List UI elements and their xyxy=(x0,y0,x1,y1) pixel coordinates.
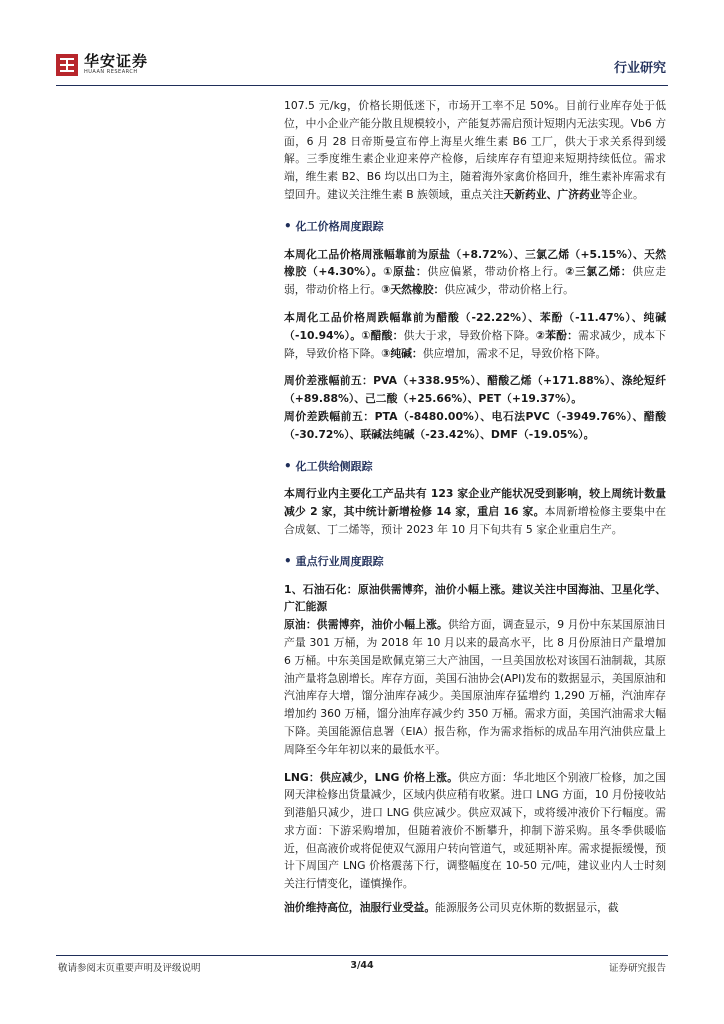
report-footer-label: 证券研究报告 xyxy=(608,963,666,974)
seal-icon xyxy=(56,54,78,76)
main-content xyxy=(284,97,666,917)
section-heading-price: • 化工价格周度跟踪 xyxy=(284,218,666,236)
price-down-paragraph: 本周化工品价格周跌幅靠前为醋酸（-22.22%）、苯酚（-11.47%）、纯碱（-10.94%）。①醋酸：供大于求，导致价格下降。②苯酚：需求减少，成本下降，导致价格下降。③纯碱：供应增加，需求不足，导致价格下降。 xyxy=(284,310,666,360)
bullet-icon: • xyxy=(284,553,292,568)
petrochem-subheading: 1、石油石化：原油供需博弈，油价小幅上涨。建议关注中国海油、卫星化学、广汇能源 xyxy=(284,582,666,614)
logo-name: 华安证券 xyxy=(84,52,149,70)
disclaimer-note: 敬请参阅末页重要声明及评级说明 xyxy=(58,963,201,974)
company-logo xyxy=(56,53,148,76)
price-up-paragraph: 本周化工品价格周涨幅靠前为原盐（+8.72%）、三氯乙烯（+5.15%）、天然橡胶（+4.30%）。①原盐：供应偏紧，带动价格上行。②三氯乙烯：供应走弱，带动价格上行。③天然橡胶：供应减少，带动价格上行。 xyxy=(284,247,667,297)
oil-service-paragraph: 油价维持高位，油服行业受益。能源服务公司贝克休斯的数据显示，截 xyxy=(284,901,619,915)
crude-oil-paragraph: 原油：供需博弈，油价小幅上涨。供给方面，调查显示，9 月份中东某国原油日产量 301 万桶，为 2018 年 10 月以来的最高水平，比 8 月份原油日产量增加 6 万桶。中东美国是欧佩克第三大产油国，一旦美国放松对该国石油制裁，其原油产量将急剧增长。库存方面，美国石油协会(API)发布的数据显示，美国原油和汽油库存大增，馏分油库存减少。美国原油库存猛增约 1,290 万桶，汽油库存增加约 360 万桶，馏分油库存减少约 350 万桶。需求方面，美国汽油需求大幅下降。美国能源信息署（EIA）报告称，作为需求指标的成品车用汽油供应量上周降至今年年初以来的最低水平。 xyxy=(284,618,666,756)
section-heading-industry: • 重点行业周度跟踪 xyxy=(284,553,666,571)
intro-paragraph: 107.5 元/kg，价格长期低迷下，市场开工率不足 50%。目前行业库存处于低位，中小企业产能分散且规模较小，产能复苏需启预计短期内无法实现。Vb6 方面，6 月 28 日帝斯曼宣布停上海星火维生素 B6 工厂，供大于求关系得到缓解。三季度维生素企业迎来停产检修，后续库存有望迎来短期持续低位。需求端，维生素 B2、B6 均以出口为主，随着海外家禽价格回升，维生素补库需求有望回升。建议关注维生素 B 族领域，重点关注天新药业、广济药业等企业。 xyxy=(284,99,666,201)
lng-paragraph: LNG：供应减少，LNG 价格上涨。供应方面：华北地区个别液厂检修，加之国网天津检修出货量减少，区域内供应稍有收紧。进口 LNG 方面，10 月份接收站到港船只减少，进口 LNG 供应减少。供应双减下，或将缓冲液价下行幅度。需求方面：下游采购增加，但随着液价不断攀升，抑制下游采购。虽冬季供暖临近，但高液价或将促使双气源用户转向管道气，或延期补库。需求提振缓慢，预计下周国产 LNG 价格震荡下行，调整幅度在 10-50 元/吨，建议业内人士时刻关注行情变化，谨慎操作。 xyxy=(284,770,666,891)
section-heading-supply: • 化工供给侧跟踪 xyxy=(284,458,666,476)
spread-up-paragraph: 周价差涨幅前五：PVA（+338.95%）、醋酸乙烯（+171.88%）、涤纶短纤（+89.88%）、己二酸（+25.66%）、PET（+19.37%）。 xyxy=(284,374,666,406)
supply-paragraph: 本周行业内主要化工产品共有 123 家企业产能状况受到影响，较上周统计数量减少 2 家，其中统计新增检修 14 家，重启 16 家。本周新增检修主要集中在合成氨、丁二烯等，预计 2023 年 10 月下旬共有 5 家企业重启生产。 xyxy=(284,487,666,536)
spread-down-paragraph: 周价差跌幅前五：PTA（-8480.00%）、电石法PVC（-3949.76%）、醋酸（-30.72%）、联碱法纯碱（-23.42%）、DMF（-19.05%）。 xyxy=(284,409,666,441)
logo-english: HUAAN RESEARCH xyxy=(84,69,138,75)
header-divider xyxy=(56,85,668,86)
footer-divider xyxy=(56,955,668,956)
bullet-icon: • xyxy=(284,218,292,233)
page-number: 3/44 xyxy=(350,960,374,971)
report-type-label: 行业研究 xyxy=(613,61,666,76)
bullet-icon: • xyxy=(284,458,292,473)
